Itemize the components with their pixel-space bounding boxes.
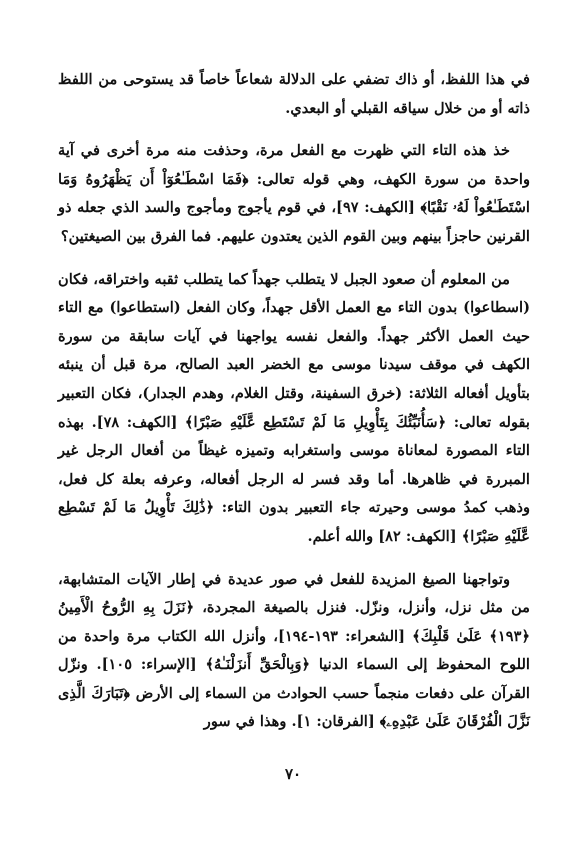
- paragraph-3: من المعلوم أن صعود الجبل لا يتطلب جهداً كما يتطلب ثقبه واختراقه، فكان (اسطاعوا) بدون التاء مع العمل الأقل جهداً، وكان الفعل (استطاعوا) مع التاء حيث العمل الأكثر جهداً. والفعل نفسه يواجهنا في آيات سابقة من سورة الكهف في موقف سيدنا موسى مع الخضر العبد الصالح، مرة قبل أن ينبئه بتأويل أفعاله الثلاثة: (خرق السفينة، وقتل الغلام، وهدم الجدار)، فكان التعبير بقوله تعالى: ﴿سَأُنَبِّئُكَ بِتَأْوِيلِ مَا لَمْ تَسْتَطِع عَّلَيْهِ صَبْرًا﴾ [الكهف: ٧٨]. بهذه التاء المصورة لمعاناة موسى واستغرابه وتميزه غيظاً من أفعال الرجل غير المبررة في ظاهرها. أما وقد فسر له الرجل أفعاله، وعرفه بعلة كل فعل، وذهب كمدُ موسى وحيرته جاء التعبير بدون التاء: ﴿ذَٰلِكَ تَأْوِيلُ مَا لَمْ تَسْطِع عَّلَيْهِ صَبْرًا﴾ [الكهف: ٨٢] والله أعلم.: [58, 270, 530, 545]
- page-number: ٧٠: [284, 765, 302, 783]
- paragraph-2: خذ هذه التاء التي ظهرت مع الفعل مرة، وحذفت منه مرة أخرى في آية واحدة من سورة الكهف، وهي قوله تعالى: ﴿فَمَا اسْطَـٰعُوٓاْ أَن يَظْهَرُوهُ وَمَا اسْتَطَـٰعُواْ لَهُۥ نَقْبًا﴾ [الكهف: ٩٧]، في قوم يأجوج ومأجوج والسد الذي جعله ذو القرنين حاجزاً بينهم وبين القوم الذين يعتدون عليهم. فما الفرق بين الصيغتين؟: [58, 142, 530, 245]
- paragraph-4: وتواجهنا الصيغ المزيدة للفعل في صور عديدة في إطار الآيات المتشابهة، من مثل نزل، وأنزل، ونزّل. فنزل بالصيغة المجردة، ﴿نَزَلَ بِهِ الرُّوحُ الْأَمِينُ ﴿١٩٣﴾ عَلَىٰ قَلْبِكَ﴾ [الشعراء: ١٩٣-١٩٤]، وأنزل الله الكتاب مرة واحدة من اللوح المحفوظ إلى السماء الدنيا ﴿وَبِالْحَقِّ أَنزَلْنَـٰهُ﴾ [الإسراء: ١٠٥]. ونزّل القرآن على دفعات منجماً حسب الحوادث من السماء إلى الأرض ﴿تَبَارَكَ الَّذِى نَزَّلَ الْفُرْقَانَ عَلَىٰ عَبْدِهِۦ﴾ [الفرقان: ١]. وهذا في سور: [58, 570, 530, 731]
- paragraph-1: في هذا اللفظ، أو ذاك تضفي على الدلالة شعاعاً خاصاً قد يستوحى من اللفظ ذاته أو من خلال سياقه القبلي أو البعدي.: [58, 71, 530, 117]
- page-body: [58, 66, 530, 751]
